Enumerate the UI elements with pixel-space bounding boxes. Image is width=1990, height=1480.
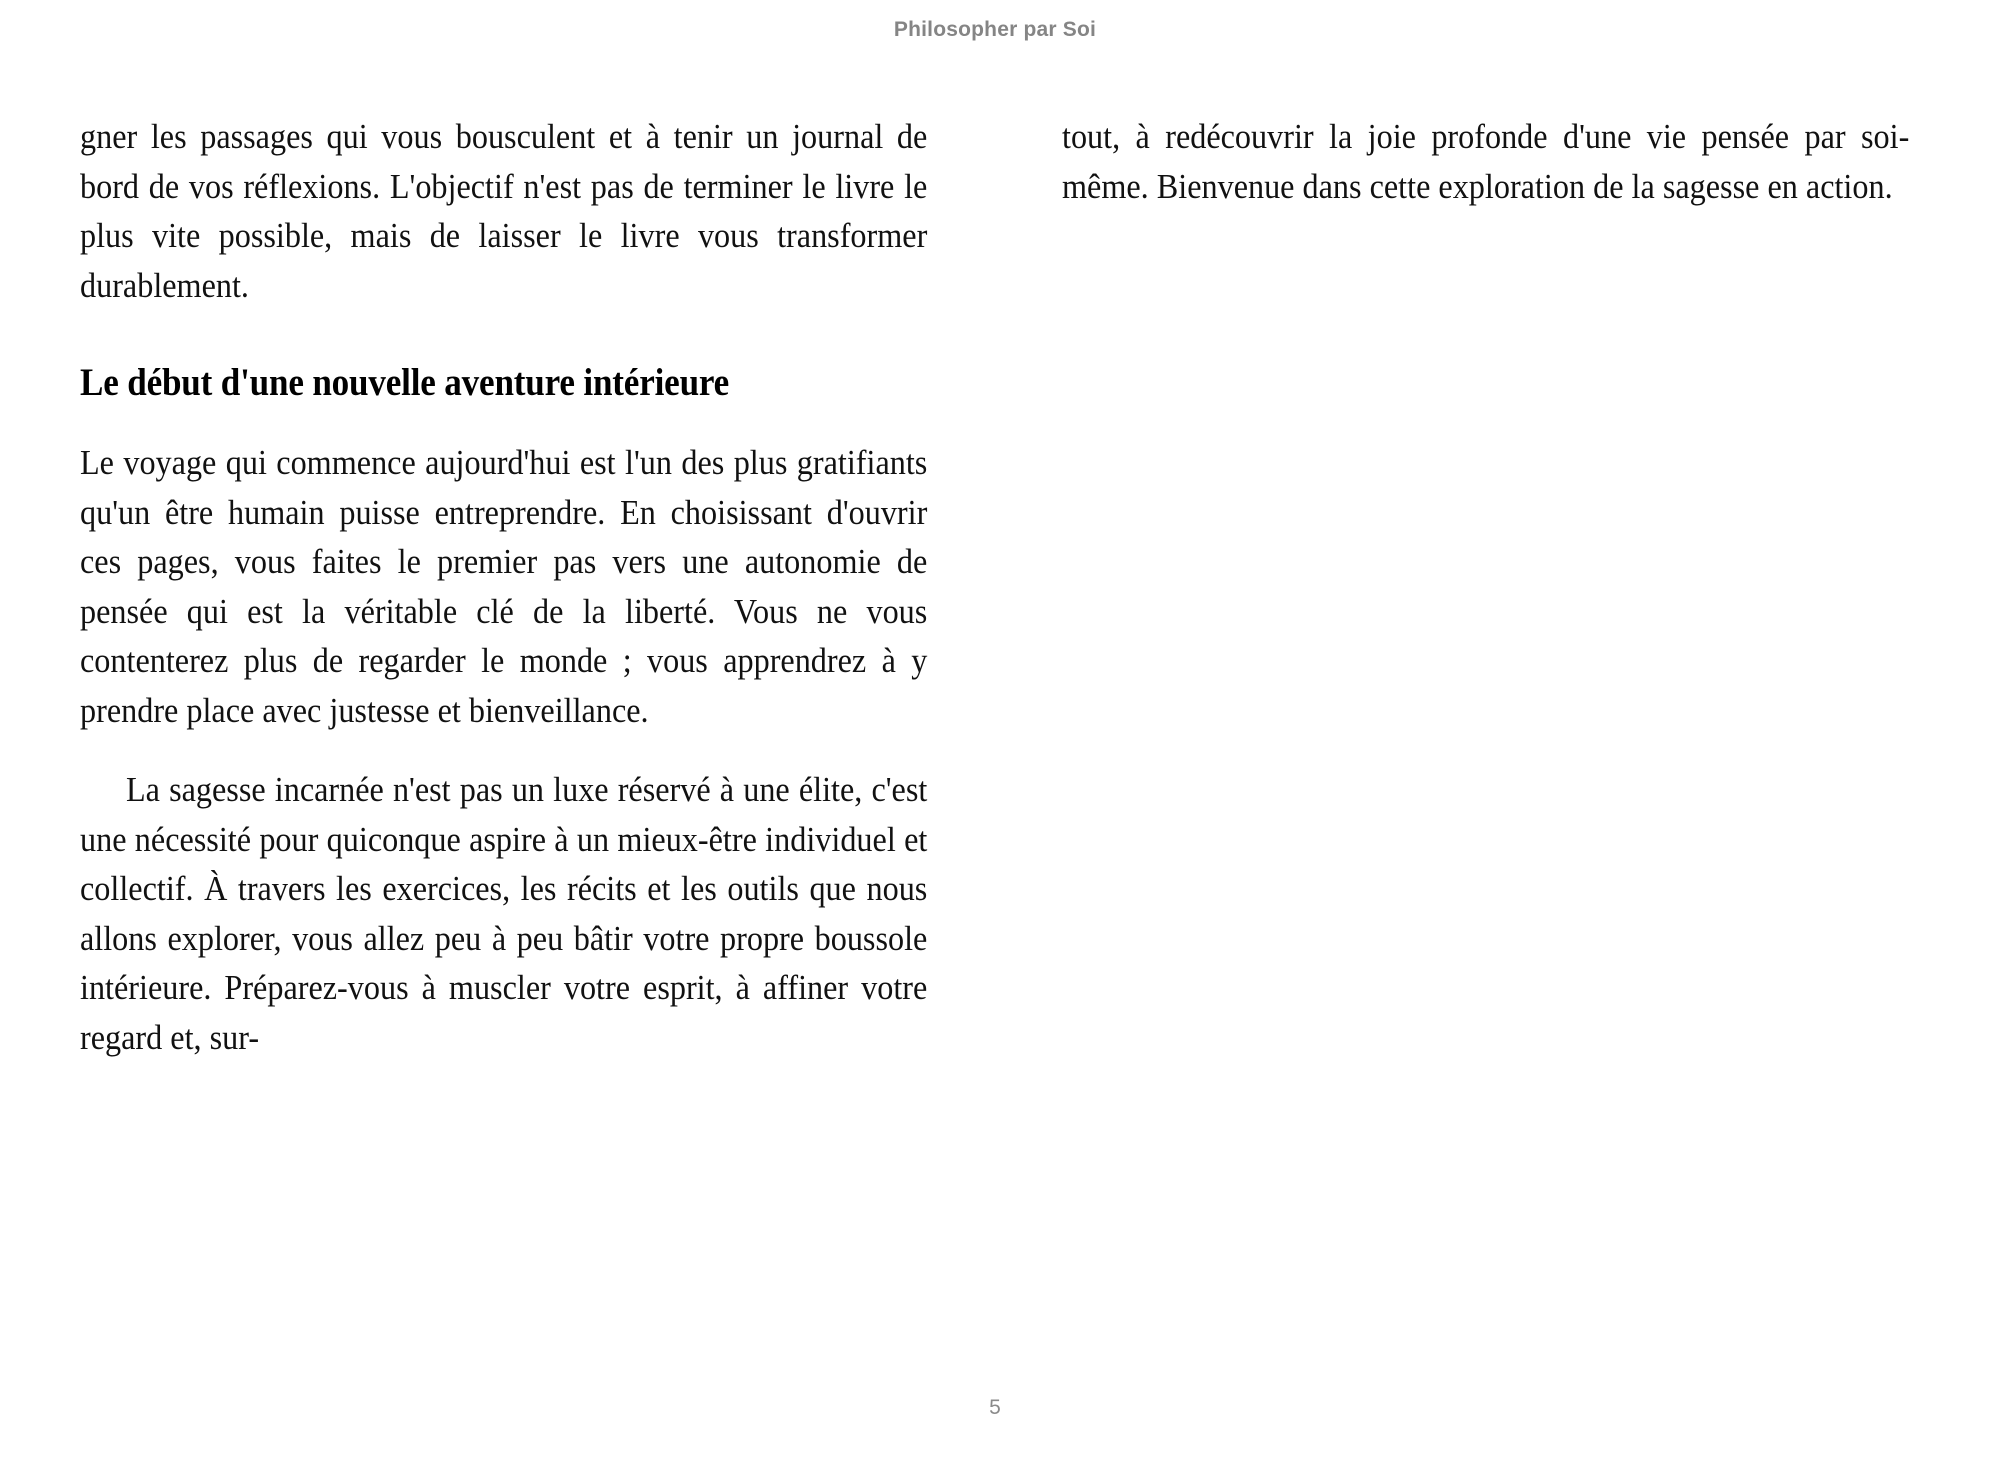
running-header: [0, 0, 1990, 60]
left-column: [80, 112, 928, 1342]
page-number-value: 5: [989, 1396, 1001, 1419]
running-header-title: Philosopher par Soi: [893, 18, 1097, 41]
paragraph-continued-left: gner les passages qui vous bousculent et à tenir un journal de bord de vos réflexions. L'objectif n'est pas de terminer le livre le plus vite possible, mais de laisser le livre vous transformer durablement.: [80, 117, 928, 305]
paragraph-2: La sagesse incarnée n'est pas un luxe réservé à une élite, c'est une nécessité pour quiconque aspire à un mieux-être individuel et collectif. À travers les exercices, les récits et les outils que nous allons explorer, vous allez peu à peu bâtir votre propre boussole intérieure. Préparez-vous à muscler votre esprit, à affiner votre regard et, sur-: [80, 770, 928, 1057]
paragraph-1: Le voyage qui commence aujourd'hui est l'un des plus gratifiants qu'un être humain puisse entreprendre. En choisissant d'ouvrir ces pages, vous faites le premier pas vers une autonomie de pensée qui est la véritable clé de la liberté. Vous ne vous contenterez plus de regarder le monde ; vous apprendrez à y prendre place avec justesse et bienveillance.: [80, 443, 928, 730]
two-column-body: [80, 112, 1910, 1342]
paragraph-continued-right: tout, à redécouvrir la joie profonde d'une vie pensée par soi-même. Bienvenue dans cette exploration de la sagesse en action.: [1062, 117, 1910, 206]
right-column: [1062, 112, 1910, 1342]
page-number: [0, 1396, 1990, 1420]
section-heading: Le début d'une nouvelle aventure intérieure: [80, 361, 730, 404]
